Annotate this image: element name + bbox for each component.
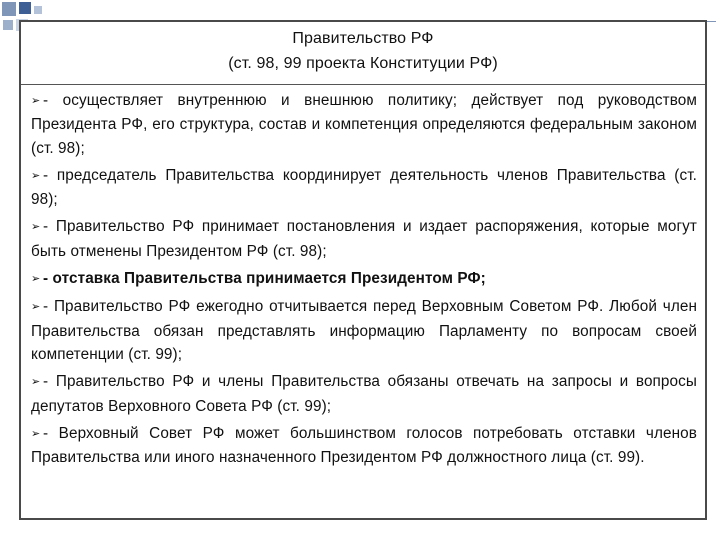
arrowhead-bullet-icon: ➢ [31,95,41,107]
arrowhead-bullet-icon: ➢ [31,221,41,234]
page-subtitle: (ст. 98, 99 проекта Конституции РФ) [228,55,498,72]
list-item [31,267,697,291]
list-item [31,295,697,366]
list-item [31,370,697,418]
decorative-square [19,2,31,14]
arrowhead-bullet-icon: ➢ [31,273,41,286]
content-table [19,20,707,520]
arrowhead-bullet-icon: ➢ [31,301,41,314]
table-body [21,85,705,469]
list-item-text: - осуществляет внутреннюю и внешнюю политику; действует под руководством Президента РФ, его структура, состав и компетенция определяются федеральным законом (ст. 98); [31,92,697,157]
decorative-square [2,2,16,16]
arrowhead-bullet-icon: ➢ [31,376,41,389]
arrowhead-bullet-icon: ➢ [31,427,41,440]
page-title: Правительство РФ [292,30,434,47]
list-item-text: - председатель Правительства координирует деятельность членов Правительства (ст. 98); [31,166,697,209]
list-item-text: - Верховный Совет РФ может большинством голосов потребовать отставки членов Правительства или иного назначенного Президентом РФ должностного лица (ст. 99). [31,424,697,467]
list-item-text: - Правительство РФ и члены Правительства обязаны отвечать на запросы и вопросы депутатов Верховного Совета РФ (ст. 99); [31,373,697,415]
list-item [31,164,697,212]
list-item-text: - Правительство РФ ежегодно отчитывается перед Верховным Советом РФ. Любой член Правительства обязан представлять информацию Парламенту по вопросам своей компетенции (ст. 99); [31,298,697,363]
list-item [31,422,697,470]
decorative-square [34,6,42,14]
list-item [31,215,697,263]
table-header [21,22,705,85]
decorative-square [3,20,13,30]
list-item-text: - отставка Правительства принимается Президентом РФ; [43,270,486,288]
arrowhead-bullet-icon: ➢ [31,169,41,182]
list-item [31,89,697,160]
list-item-text: - Правительство РФ принимает постановления и издает распоряжения, которые могут быть отменены Президентом РФ (ст. 98); [31,218,697,260]
